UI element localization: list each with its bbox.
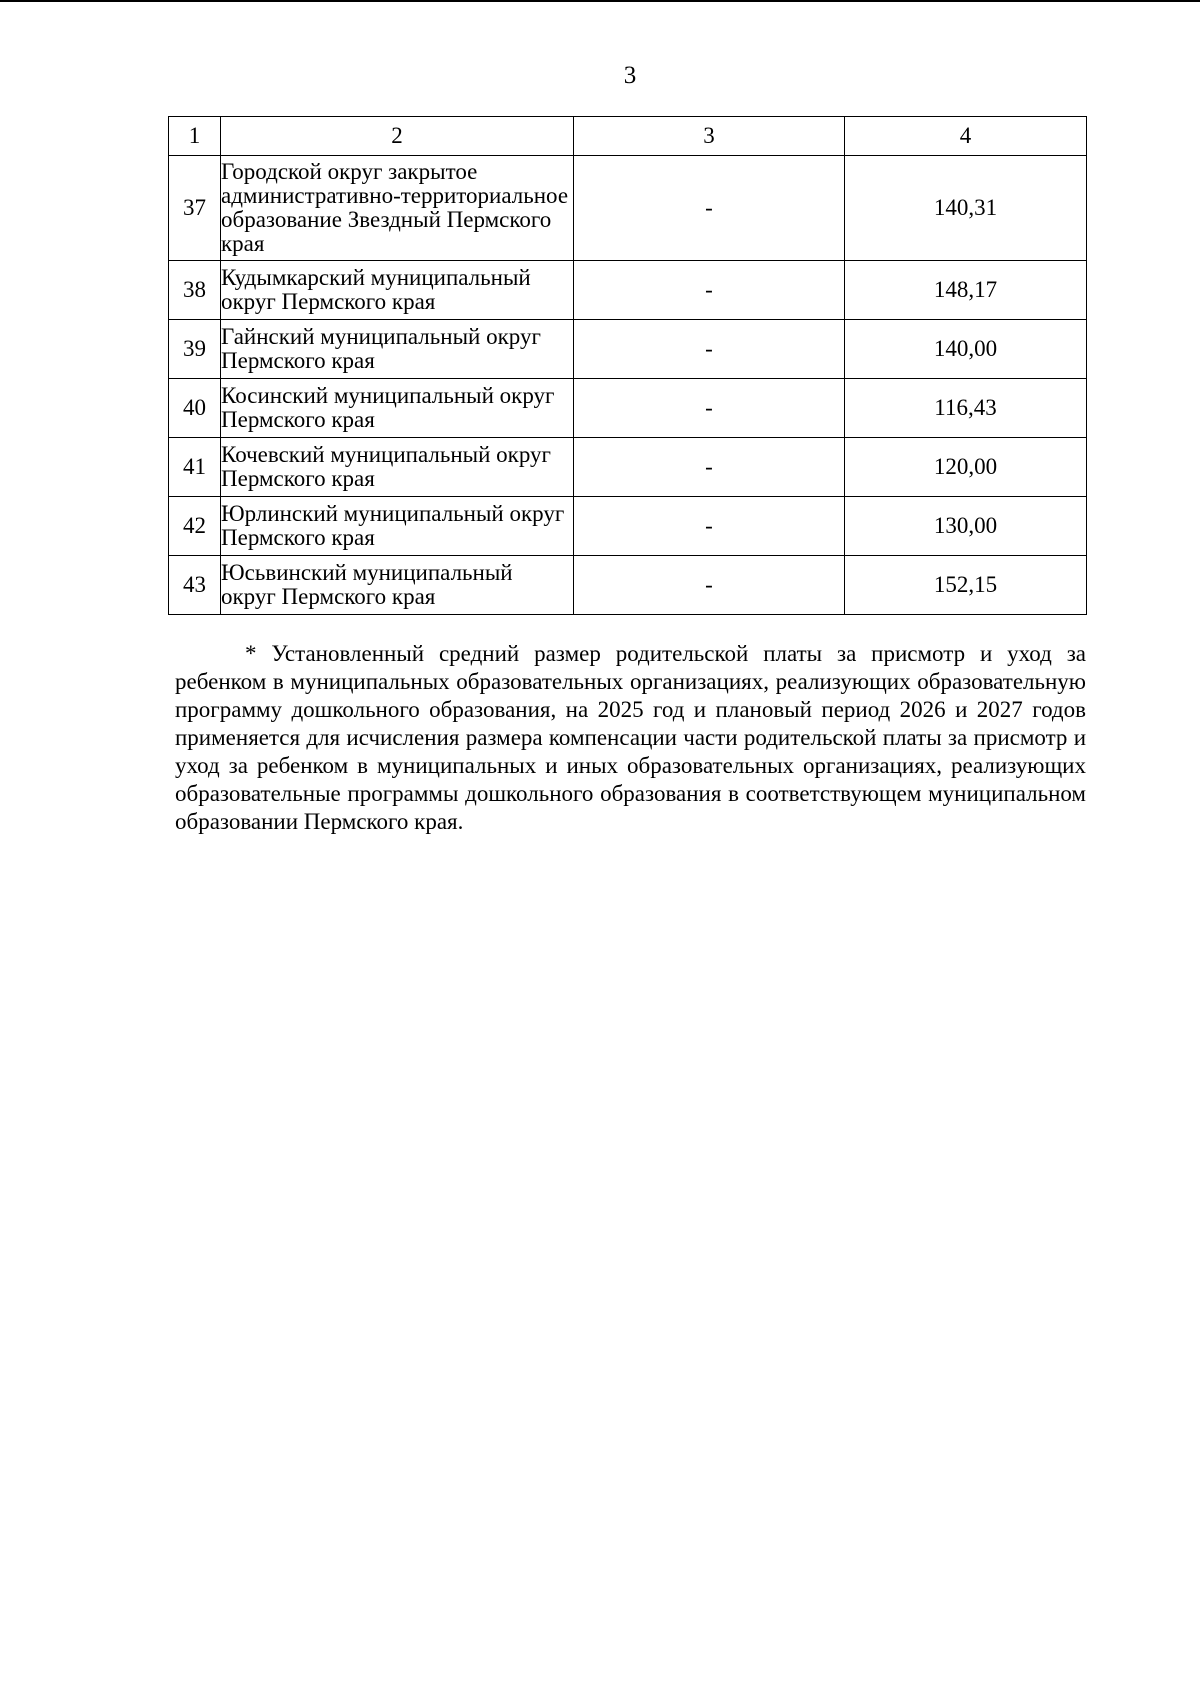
municipality-name: Гайнский муниципальный округ Пермского края bbox=[221, 320, 574, 379]
column-header-1: 1 bbox=[169, 117, 221, 156]
municipality-name: Городской округ закрытое административно-территориальное образование Звездный Пермского края bbox=[221, 156, 574, 261]
fee-value: 148,17 bbox=[845, 261, 1087, 320]
column-3-value: - bbox=[574, 320, 845, 379]
column-3-value: - bbox=[574, 156, 845, 261]
scan-top-border bbox=[0, 0, 1200, 2]
municipality-name: Юсьвинский муниципальный округ Пермского края bbox=[221, 556, 574, 615]
table-row bbox=[169, 261, 1087, 320]
fee-value: 152,15 bbox=[845, 556, 1087, 615]
footnote-text: * Установленный средний размер родительской платы за присмотр и уход за ребенком в муниципальных образовательных организациях, реализующих образовательную программу дошкольного образования, на 2025 год и плановый период 2026 и 2027 годов применяется для исчисления размера компенсации части родительской платы за присмотр и уход за ребенком в муниципальных и иных образовательных организациях, реализующих образовательные программы дошкольного образования в соответствующем муниципальном образовании Пермского края. bbox=[175, 641, 1086, 834]
fee-value: 116,43 bbox=[845, 379, 1087, 438]
row-number: 43 bbox=[169, 556, 221, 615]
table-row bbox=[169, 438, 1087, 497]
fee-value: 120,00 bbox=[845, 438, 1087, 497]
table-row bbox=[169, 556, 1087, 615]
data-table bbox=[168, 116, 1087, 615]
table-header-row bbox=[169, 117, 1087, 156]
table-row bbox=[169, 156, 1087, 261]
table-row bbox=[169, 320, 1087, 379]
municipality-name: Кочевский муниципальный округ Пермского края bbox=[221, 438, 574, 497]
table-row bbox=[169, 497, 1087, 556]
row-number: 41 bbox=[169, 438, 221, 497]
column-3-value: - bbox=[574, 261, 845, 320]
column-header-3: 3 bbox=[574, 117, 845, 156]
municipality-name: Юрлинский муниципальный округ Пермского края bbox=[221, 497, 574, 556]
municipality-name: Кудымкарский муниципальный округ Пермского края bbox=[221, 261, 574, 320]
row-number: 42 bbox=[169, 497, 221, 556]
column-3-value: - bbox=[574, 379, 845, 438]
page-number: 3 bbox=[623, 62, 637, 89]
municipality-name: Косинский муниципальный округ Пермского края bbox=[221, 379, 574, 438]
column-3-value: - bbox=[574, 497, 845, 556]
table-row bbox=[169, 379, 1087, 438]
row-number: 39 bbox=[169, 320, 221, 379]
row-number: 38 bbox=[169, 261, 221, 320]
row-number: 37 bbox=[169, 156, 221, 261]
fee-value: 130,00 bbox=[845, 497, 1087, 556]
column-3-value: - bbox=[574, 556, 845, 615]
fee-value: 140,00 bbox=[845, 320, 1087, 379]
column-3-value: - bbox=[574, 438, 845, 497]
fee-value: 140,31 bbox=[845, 156, 1087, 261]
column-header-4: 4 bbox=[845, 117, 1087, 156]
column-header-2: 2 bbox=[221, 117, 574, 156]
row-number: 40 bbox=[169, 379, 221, 438]
